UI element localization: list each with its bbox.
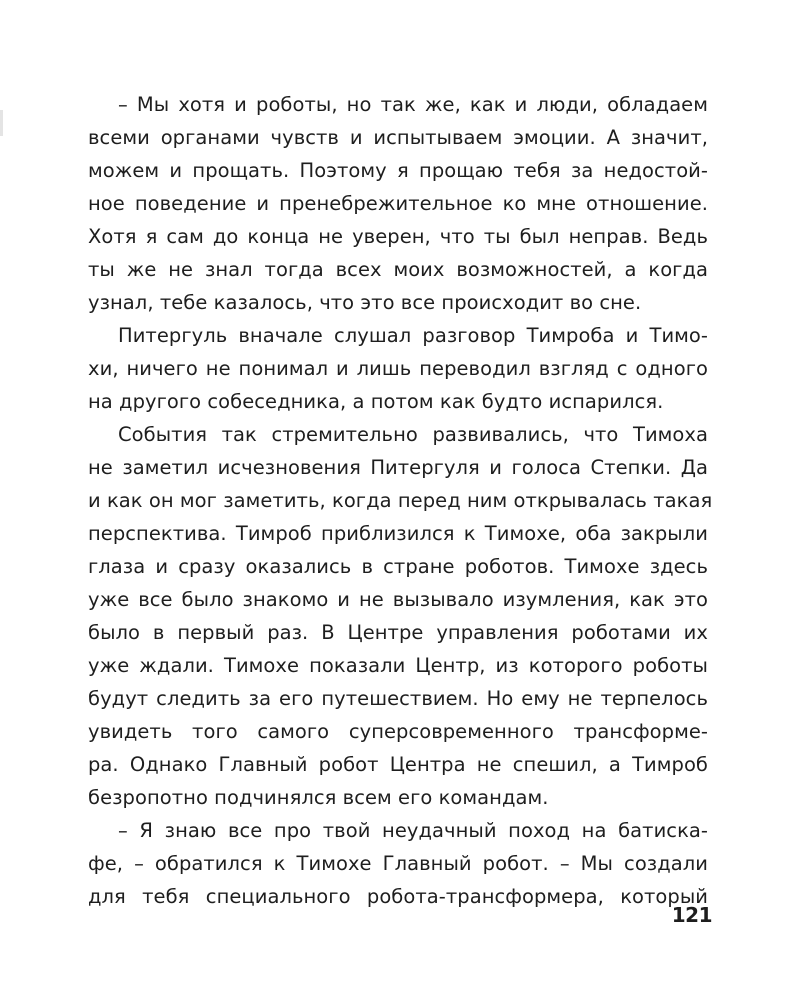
text-line: глаза и сразу оказались в стране роботов. Тимохе здесь: [88, 555, 708, 578]
page-number: 121: [671, 903, 712, 927]
text-line: всеми органами чувств и испытываем эмоции. А значит,: [88, 126, 708, 149]
text-line: для тебя специального робота-трансформера, который: [88, 885, 708, 908]
text-line: фе, – обратился к Тимохе Главный робот. – Мы создали: [88, 852, 708, 875]
body-text: [88, 88, 713, 913]
text-line: уже ждали. Тимохе показали Центр, из которого роботы: [88, 654, 708, 677]
text-line: – Я знаю все про твой неудачный поход на батиска-: [118, 819, 708, 842]
text-line: ра. Однако Главный робот Центра не спешил, а Тимроб: [88, 753, 708, 776]
text-line: было в первый раз. В Центре управления роботами их: [88, 621, 708, 644]
text-line: узнал, тебе казалось, что это все происходит во сне.: [88, 291, 642, 314]
text-line: увидеть того самого суперсовременного трансформе-: [88, 720, 708, 743]
text-line: не заметил исчезновения Питергуля и голоса Степки. Да: [88, 456, 708, 479]
text-line: – Мы хотя и роботы, но так же, как и люди, обладаем: [118, 93, 708, 116]
text-line: уже все было знакомо и не вызывало изумления, как это: [88, 588, 708, 611]
text-line: хи, ничего не понимал и лишь переводил взгляд с одного: [88, 357, 708, 380]
text-line: будут следить за его путешествием. Но ему не терпелось: [88, 687, 708, 710]
text-line: можем и прощать. Поэтому я прощаю тебя за недостой-: [88, 159, 708, 182]
text-line: на другого собеседника, а потом как будто испарился.: [88, 390, 664, 413]
text-line: Хотя я сам до конца не уверен, что ты был неправ. Ведь: [88, 225, 708, 248]
text-line: и как он мог заметить, когда перед ним открывалась такая: [88, 489, 713, 512]
text-line: ты же не знал тогда всех моих возможностей, а когда: [88, 258, 708, 281]
text-line: перспектива. Тимроб приблизился к Тимохе, оба закрыли: [88, 522, 708, 545]
text-line: Питергуль вначале слушал разговор Тимроба и Тимо-: [118, 324, 708, 347]
text-line: События так стремительно развивались, что Тимоха: [118, 423, 708, 446]
text-line: ное поведение и пренебрежительное ко мне отношение.: [88, 192, 708, 215]
text-line: безропотно подчинялся всем его командам.: [88, 786, 549, 809]
page-edge-shadow: [0, 110, 3, 136]
